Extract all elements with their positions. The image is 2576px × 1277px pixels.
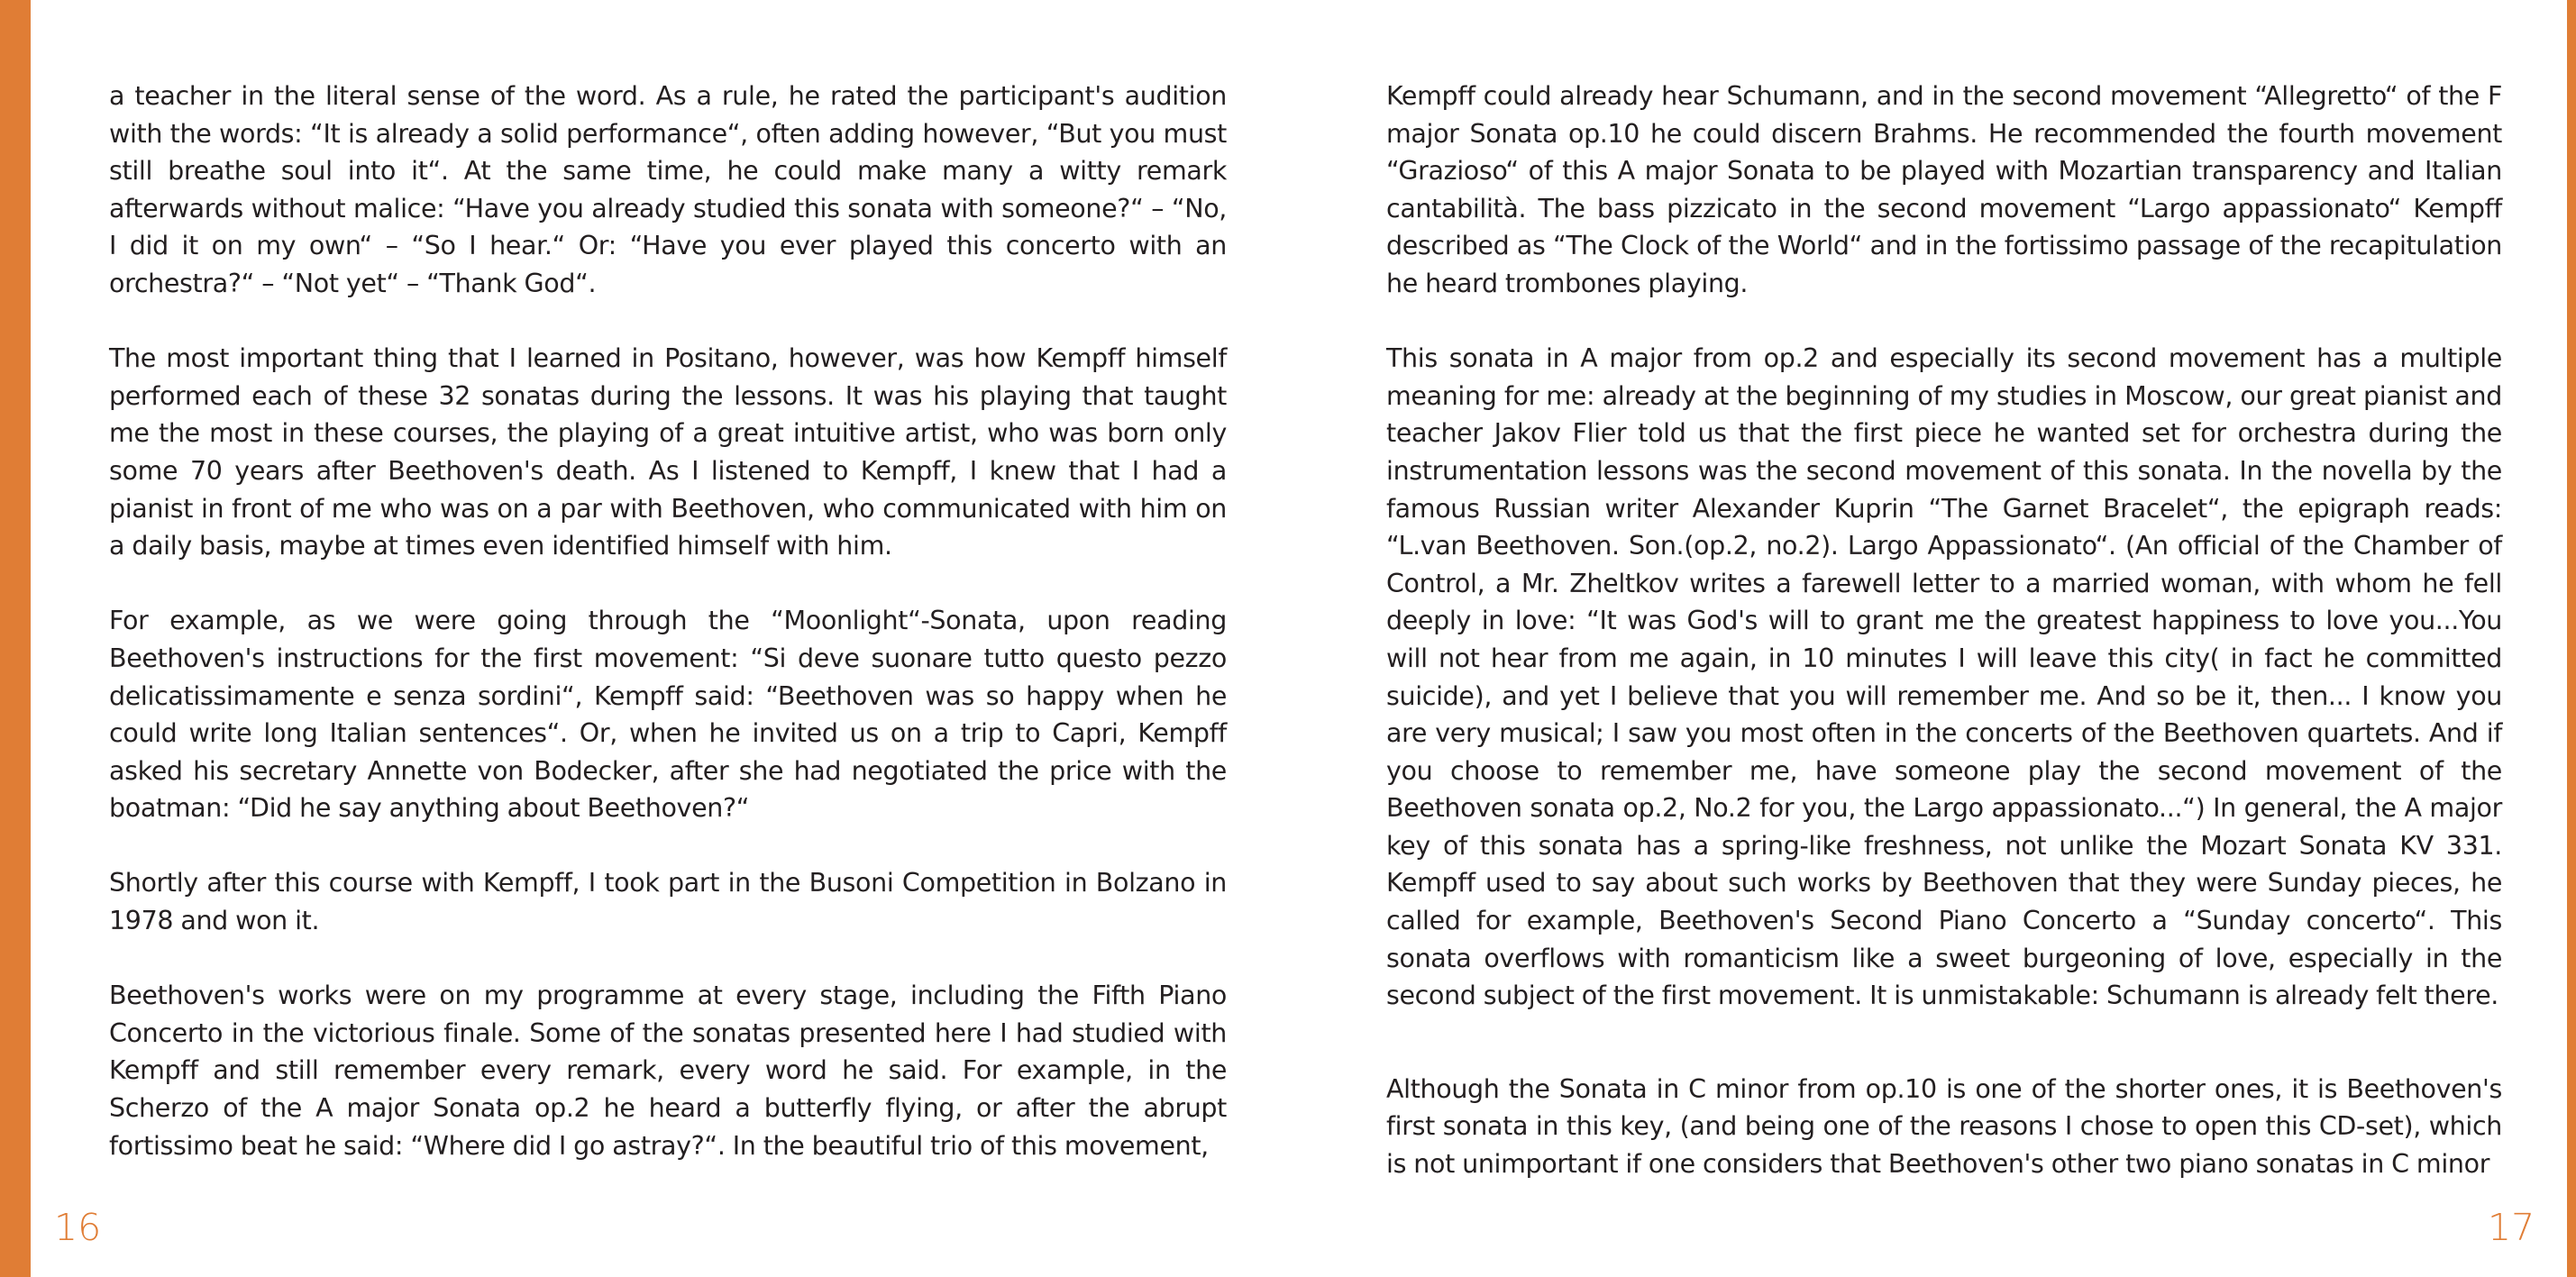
left-paragraph-5: Beethoven's works were on my programme at every stage, including the Fifth Piano Concerto in the victorious finale. Some of the sonatas presented here I had studied with Kempff and still remember every remark, every word he said. For example, in the Scherzo of the A major Sonata op.2 he heard a butterfly flying, or after the abrupt fortissimo beat he said: “Where did I go astray?“. In the beautiful trio of this movement,	[109, 981, 1227, 1161]
left-paragraph-4: Shortly after this course with Kempff, I took part in the Busoni Competition in Bolzano in 1978 and won it.	[109, 868, 1227, 936]
left-page-text-column	[109, 78, 1227, 1202]
right-page-text-column	[1386, 78, 2502, 1220]
left-edge-accent-bar	[0, 0, 31, 1277]
left-paragraph-3: For example, as we were going through the “Moonlight“-Sonata, upon reading Beethoven's instructions for the first movement: “Si deve suonare tutto questo pezzo delicatissimamente e senza sordini“, Kempff said: “Beethoven was so happy when he could write long Italian sentences“. Or, when he invited us on a trip to Capri, Kempff asked his secretary Annette von Bodecker, after she had negotiated the price with the boatman: “Did he say anything about Beethoven?“	[109, 606, 1227, 824]
right-edge-accent-bar	[2567, 0, 2576, 1277]
left-page-number: 16	[54, 1206, 102, 1249]
right-paragraph-1: Kempff could already hear Schumann, and in the second movement “Allegretto“ of the F major Sonata op.10 he could discern Brahms. He recommended the fourth movement “Grazioso“ of this A major Sonata to be played with Mozartian transparency and Italian cantabilità. The bass pizzicato in the second movement “Largo appassionato“ Kempff described as “The Clock of the World“ and in the fortissimo passage of the recapitulation he heard trombones playing.	[1386, 81, 2502, 298]
right-page-number: 17	[2488, 1206, 2535, 1249]
right-paragraph-2: This sonata in A major from op.2 and especially its second movement has a multiple meaning for me: already at the beginning of my studies in Moscow, our great pianist and teacher Jakov Flier told us that the first piece he wanted set for orchestra during the instrumentation lessons was the second movement of this sonata. In the novella by the famous Russian writer Alexander Kuprin “The Garnet Bracelet“, the epigraph reads: “L.van Beethoven. Son.(op.2, no.2). Largo Appassionato“. (An official of the Chamber of Control, a Mr. Zheltkov writes a farewell letter to a married woman, with whom he fell deeply in love: “It was God's will to grant me the greatest happiness to love you...You will not hear from me again, in 10 minutes I will leave this city( in fact he committed suicide), and yet I believe that you will remember me. And so be it, then... I know you are very musical; I saw you most often in the concerts of the Beethoven quartets. And if you choose to remember me, have someone play the second movement of the Beethoven sonata op.2, No.2 for you, the Largo appassionato...“) In general, the A major key of this sonata has a spring-like freshness, not unlike the Mozart Sonata KV 331. Kempff used to say about such works by Beethoven that they were Sunday pieces, he called for example, Beethoven's Second Piano Concerto a “Sunday concerto“. This sonata overflows with romanticism like a sweet burgeoning of love, especially in the second subject of the first movement. It is unmistakable: Schumann is already felt there.	[1386, 343, 2502, 1011]
right-paragraph-3: Although the Sonata in C minor from op.10 is one of the shorter ones, it is Beethoven's first sonata in this key, (and being one of the reasons I chose to open this CD-set), which is not unimportant if one considers that Beethoven's other two piano sonatas in C minor	[1386, 1073, 2502, 1180]
left-paragraph-1: a teacher in the literal sense of the word. As a rule, he rated the participant's audition with the words: “It is already a solid performance“, often adding however, “But you must still breathe soul into it“. At the same time, he could make many a witty remark afterwards without malice: “Have you already studied this sonata with someone?“ – “No, I did it on my own“ – “So I hear.“ Or: “Have you ever played this concerto with an orchestra?“ – “Not yet“ – “Thank God“.	[109, 81, 1227, 298]
left-paragraph-2: The most important thing that I learned in Positano, however, was how Kempff himself performed each of these 32 sonatas during the lessons. It was his playing that taught me the most in these courses, the playing of a great intuitive artist, who was born only some 70 years after Beethoven's death. As I listened to Kempff, I knew that I had a pianist in front of me who was on a par with Beethoven, who communicated with him on a daily basis, maybe at times even identified himself with him.	[109, 343, 1227, 561]
